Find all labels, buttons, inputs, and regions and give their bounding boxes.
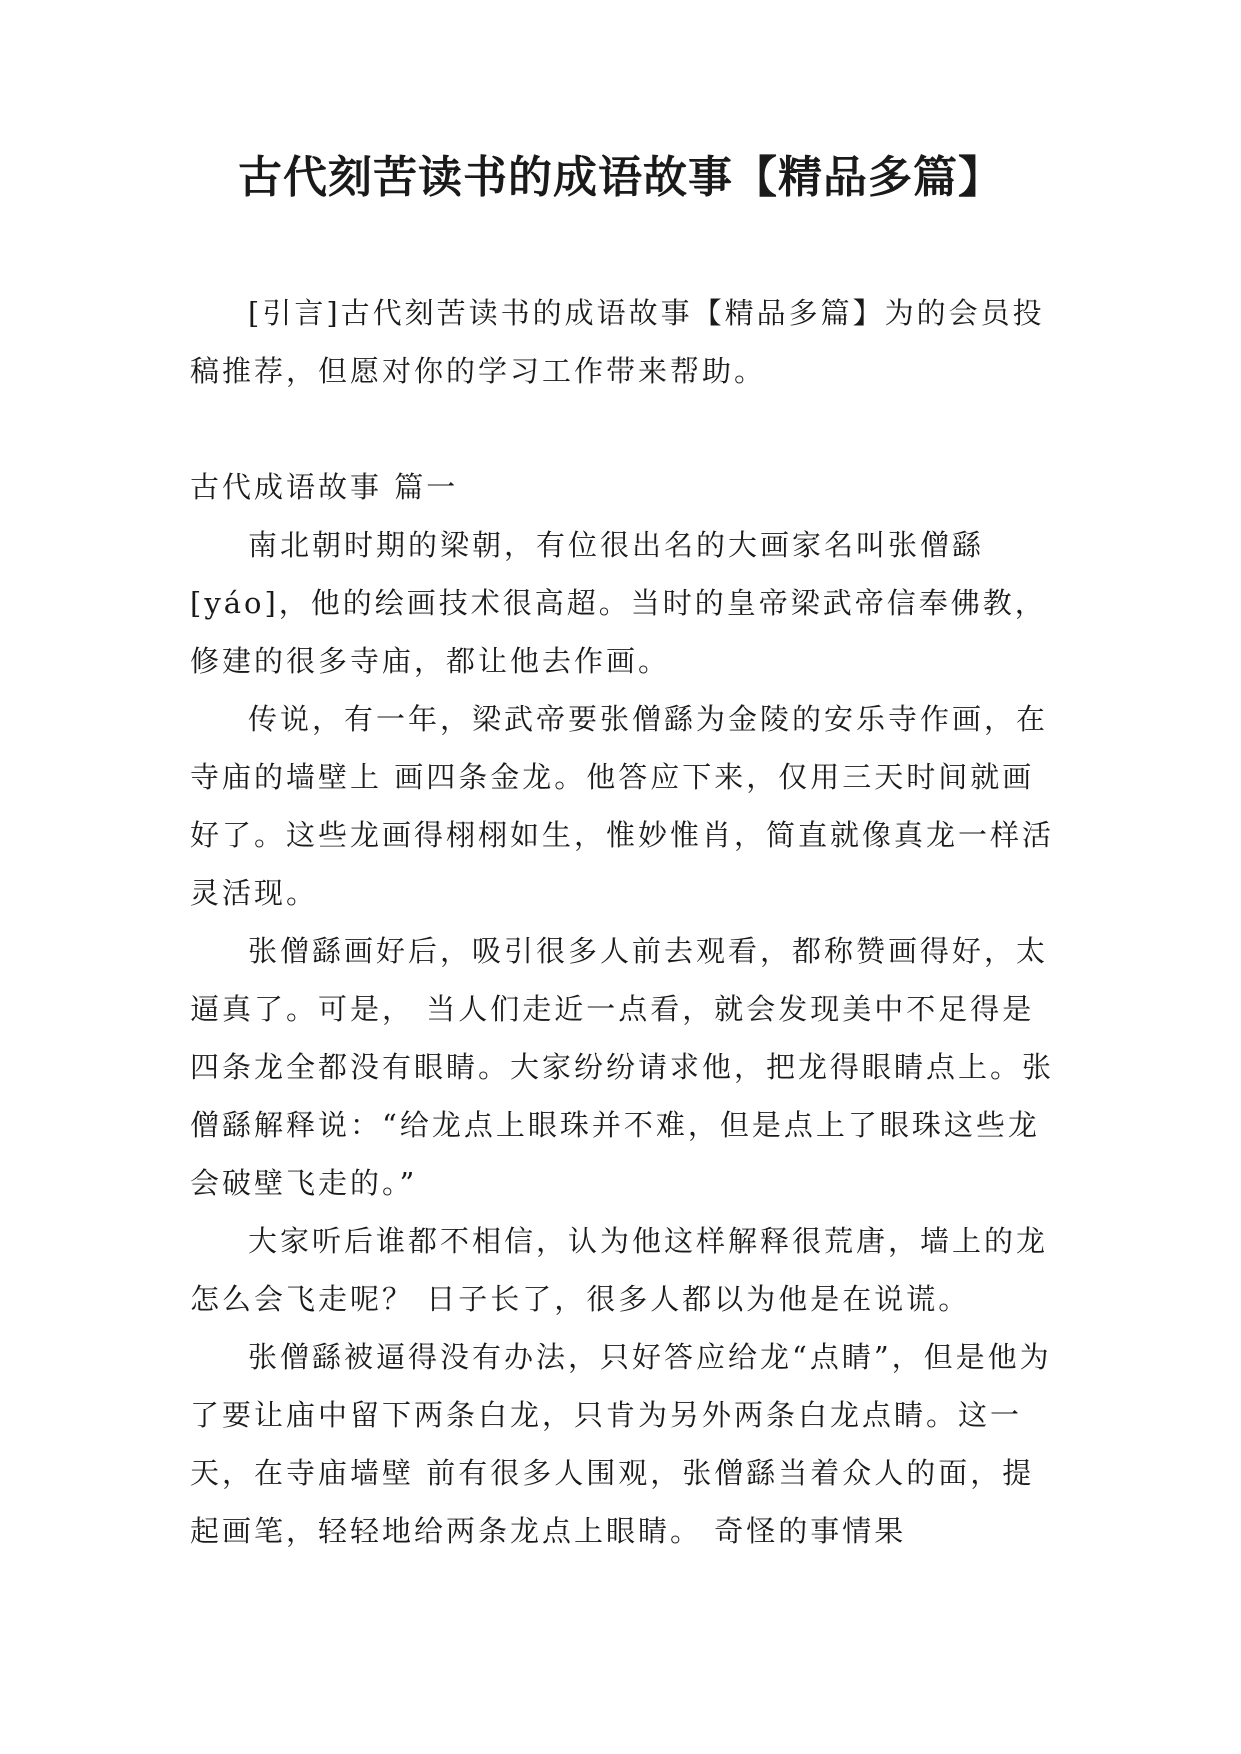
body-paragraph: 大家听后谁都不相信，认为他这样解释很荒唐，墙上的龙怎么会飞走呢？ 日子长了，很多人都以为他是在说谎。 — [190, 1224, 1049, 1316]
body-paragraph: 张僧繇被逼得没有办法，只好答应给龙“点睛”，但是他为了要让庙中留下两条白龙，只肯为另外两条白龙点睛。这一天，在寺庙墙壁 前有很多人围观，张僧繇当着众人的面，提起画笔，轻轻地给两条龙点上眼睛。 奇怪的事情果 — [190, 1340, 1052, 1548]
body-paragraph: 南北朝时期的梁朝，有位很出名的大画家名叫张僧繇[yáo]，他的绘画技术很高超。当时的皇帝梁武帝信奉佛教，修建的很多寺庙，都让他去作画。 — [190, 528, 1047, 678]
document-title: 古代刻苦读书的成语故事【精品多篇】 — [238, 152, 1003, 203]
intro-paragraph: [引言]古代刻苦读书的成语故事【精品多篇】为的会员投稿推荐，但愿对你的学习工作带来帮助。 — [190, 296, 1045, 388]
body-paragraph: 传说，有一年，梁武帝要张僧繇为金陵的安乐寺作画，在寺庙的墙壁上 画四条金龙。他答应下来，仅用三天时间就画好了。这些龙画得栩栩如生，惟妙惟肖，简直就像真龙一样活灵活现。 — [190, 702, 1055, 910]
body-paragraph: 张僧繇画好后，吸引很多人前去观看，都称赞画得好，太逼真了。可是， 当人们走近一点看，就会发现美中不足得是四条龙全都没有眼睛。大家纷纷请求他，把龙得眼睛点上。张僧繇解释说：“给龙点上眼珠并不难，但是点上了眼珠这些龙会破壁飞走的。” — [190, 934, 1055, 1200]
section-heading: 古代成语故事 篇一 — [190, 470, 459, 504]
document-body — [190, 284, 1060, 1560]
